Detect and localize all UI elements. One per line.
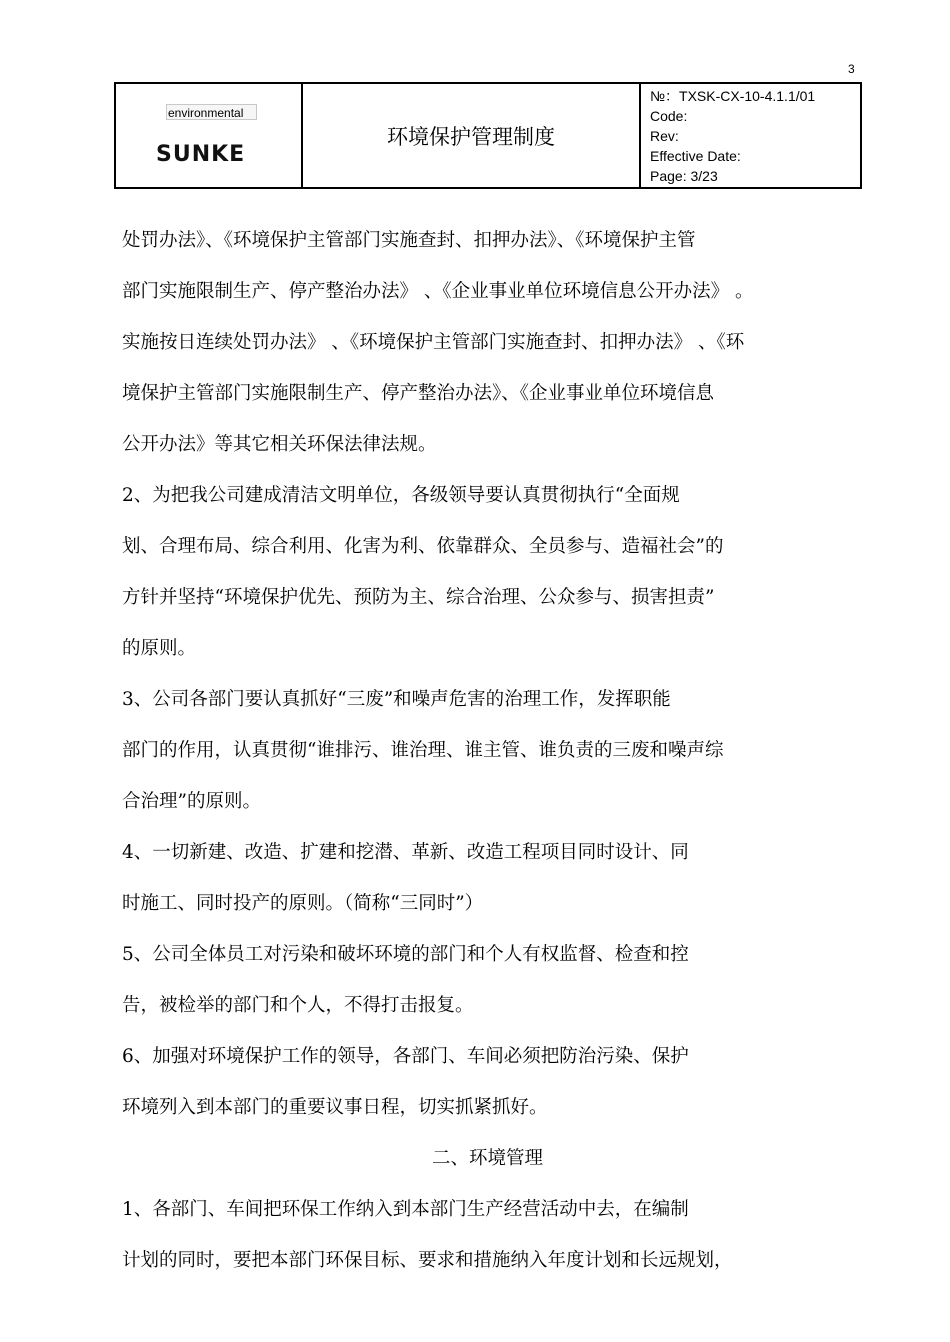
- text-line: 告，被检举的部门和个人，不得打击报复。: [122, 995, 474, 1016]
- doc-rev: Rev:: [650, 128, 679, 144]
- text-line: 部门的作用，认真贯彻“谁排污、谁治理、谁主管、谁负责的三废和噪声综: [122, 740, 724, 761]
- page-number: 3: [848, 62, 855, 76]
- text-line: 计划的同时，要把本部门环保目标、要求和措施纳入年度计划和长远规划，: [122, 1250, 733, 1271]
- doc-number: №：TXSK-CX-10-4.1.1/01: [650, 88, 816, 104]
- doc-effective-date: Effective Date:: [650, 148, 741, 164]
- text-line: 部门实施限制生产、停产整治办法》 、《企业事业单位环境信息公开办法》 。: [122, 281, 754, 302]
- text-line: 1、各部门、车间把环保工作纳入到本部门生产经营活动中去，在编制: [122, 1199, 689, 1220]
- text-line: 合治理”的原则。: [122, 791, 261, 812]
- text-line: 实施按日连续处罚办法》 、《环境保护主管部门实施查封、扣押办法》 、《环: [122, 332, 745, 353]
- logo-tag: environmental: [166, 104, 257, 120]
- text-line: 2、为把我公司建成清洁文明单位，各级领导要认真贯彻执行“全面规: [122, 485, 680, 506]
- text-line: 的原则。: [122, 638, 197, 659]
- text-line: 划、合理布局、综合利用、化害为利、依靠群众、全员参与、造福社会”的: [122, 536, 724, 557]
- text-line: 3、公司各部门要认真抓好“三废”和噪声危害的治理工作，发挥职能: [122, 689, 671, 710]
- text-line: 5、公司全体员工对污染和破坏环境的部门和个人有权监督、检查和控: [122, 944, 689, 965]
- text-line: 处罚办法》、《环境保护主管部门实施查封、扣押办法》、《环境保护主管: [122, 230, 696, 251]
- text-line: 4、一切新建、改造、扩建和挖潜、革新、改造工程项目同时设计、同: [122, 842, 689, 863]
- section-heading: 二、环境管理: [431, 1148, 543, 1169]
- logo-cell: [116, 84, 303, 187]
- doc-code: Code:: [650, 108, 688, 124]
- text-line: 方针并坚持“环境保护优先、预防为主、综合治理、公众参与、损害担责”: [122, 587, 715, 608]
- doc-page: Page: 3/23: [650, 168, 718, 184]
- text-line: 境保护主管部门实施限制生产、停产整治办法》、《企业事业单位环境信息: [122, 383, 715, 404]
- text-line: 公开办法》等其它相关环保法律法规。: [122, 434, 437, 455]
- text-line: 时施工、同时投产的原则。（简称“三同时”）: [122, 893, 484, 914]
- text-line: 6、加强对环境保护工作的领导，各部门、车间必须把防治污染、保护: [122, 1046, 689, 1067]
- document-meta: [641, 84, 860, 187]
- document-title: 环境保护管理制度: [303, 84, 641, 187]
- document-header: [114, 82, 862, 189]
- company-logo: SUNKE: [156, 142, 246, 167]
- text-line: 环境列入到本部门的重要议事日程，切实抓紧抓好。: [122, 1097, 548, 1118]
